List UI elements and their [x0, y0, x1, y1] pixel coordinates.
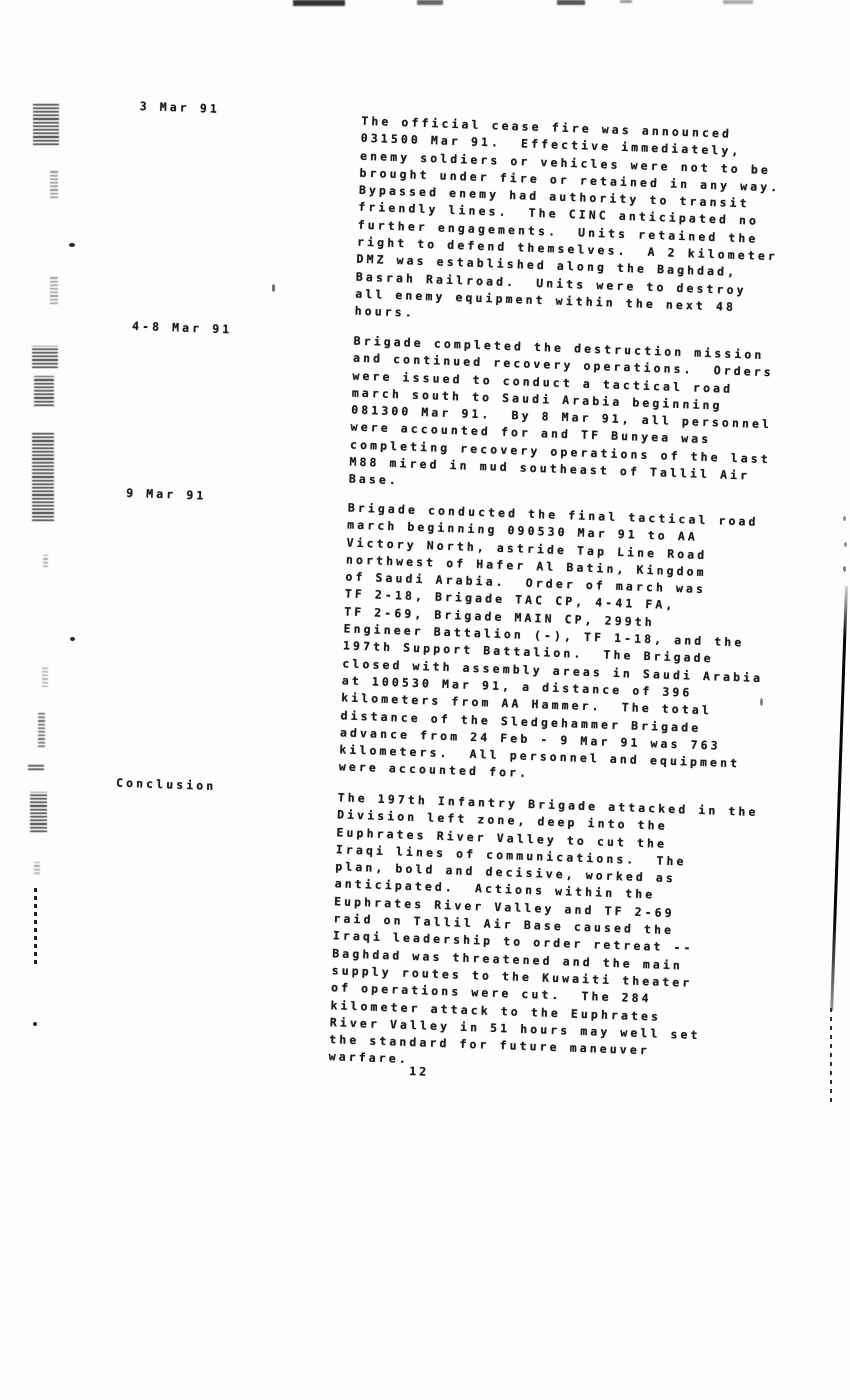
scan-artifact	[42, 667, 48, 687]
scan-artifact	[38, 712, 45, 747]
scan-artifact	[32, 346, 58, 368]
entry-date-label: 3 Mar 91	[139, 99, 221, 116]
scan-artifact	[417, 0, 443, 5]
entry-date-label: Conclusion	[115, 775, 217, 794]
entry-paragraph: The 197th Infantry Brigade attacked in the Division left zone, deep into the Euphrates River Valley to cut the Iraqi lines of communications. The plan, bold and decisive, worked as anticipated. Actions within the Euphrates River Valley and TF 2-69 raid on Tallil Air Base caused the Iraqi leadership to order retreat -- Baghdad was threatened and the main supply routes to the Kuwaiti theater of operations were cut. The 284 kilometer attack to the Euphrates River Valley in 51 hours may well set the standard for future maneuver warfare.	[328, 790, 759, 1067]
entry-paragraph: The official cease fire was announced 031500 Mar 91. Effective immediately, enemy soldiers or vehicles were not to be brought under fire or retained in any way. Bypassed enemy had authority to transit friendly lines. The CINC anticipated no further engagements. Units retained the right to defend themselves. A 2 kilometer DMZ was established along the Baghdad, Basrah Railroad. Units were to destroy all enemy equipment within the next 48 hours.	[354, 113, 781, 320]
scan-artifact	[34, 862, 40, 874]
scan-artifact	[34, 376, 54, 406]
entry-date-label: 9 Mar 91	[126, 485, 207, 503]
scan-artifact	[843, 516, 846, 521]
scan-artifact	[50, 276, 58, 304]
scan-artifact	[50, 170, 58, 198]
scan-artifact	[43, 555, 48, 567]
entry-date-label: 4-8 Mar 91	[131, 318, 233, 337]
scan-artifact	[32, 433, 54, 521]
entry-3-mar-91	[139, 99, 840, 320]
scan-artifact	[70, 637, 75, 641]
entry-paragraph: Brigade conducted the final tactical road march beginning 090530 Mar 91 to AA Victory North, astride Tap Line Road northwest of Hafer Al Batin, Kingdom of Saudi Arabia. Order of march was TF 2-18, Brigade TAC CP, 4-41 FA, TF 2-69, Brigade MAIN CP, 299th Engineer Battalion (-), TF 1-18, and the 197th Support Battalion. The Brigade closed with assembly areas in Saudi Arabia at 100530 Mar 91, a distance of 396 kilometers from AA Hammer. The total distance of the Sledgehammer Brigade advance from 24 Feb - 9 Mar 91 was 763 kilometers. All personnel and equipment were accounted for.	[338, 500, 764, 781]
page-number: 12	[408, 1063, 430, 1079]
scan-artifact	[30, 792, 47, 832]
scan-artifact	[844, 542, 847, 547]
scan-artifact	[723, 0, 753, 4]
scan-artifact	[28, 765, 44, 770]
scan-artifact	[620, 0, 632, 3]
scan-artifact	[34, 888, 37, 964]
scan-artifact	[293, 0, 345, 6]
scan-artifact	[33, 103, 59, 145]
scan-artifact	[69, 243, 75, 247]
scan-artifact	[557, 0, 585, 5]
scan-artifact	[830, 586, 848, 1011]
document-body	[102, 99, 840, 1223]
scan-artifact	[843, 566, 846, 572]
scan-artifact	[830, 1008, 832, 1104]
entry-paragraph: Brigade completed the destruction mission and continued recovery operations. Orders were issued to conduct a tactical road march south to Saudi Arabia beginning 081300 Mar 91. By 8 Mar 91, all personnel were accounted for and TF Bunyea was completing recovery operations of the last M88 mired in mud southeast of Tallil Air Base.	[348, 333, 775, 488]
scan-artifact	[33, 1022, 37, 1026]
